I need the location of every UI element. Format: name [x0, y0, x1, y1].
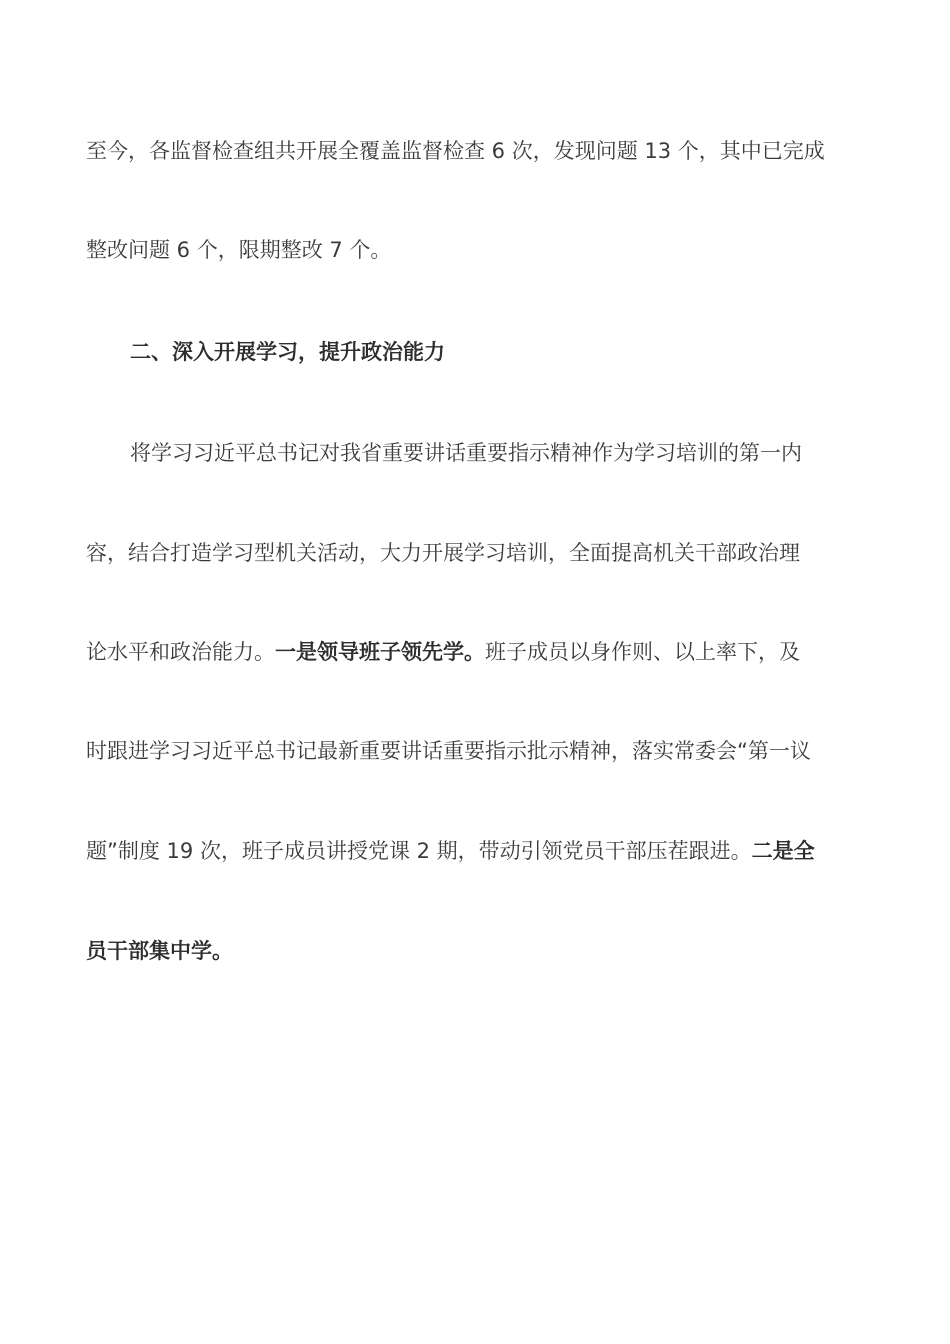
paragraph-2-line-5: [86, 836, 815, 866]
paragraph-2-line-2: 容，结合打造学习型机关活动，大力开展学习培训，全面提高机关干部政治理: [86, 541, 800, 565]
paragraph-2-line-3: [86, 637, 800, 667]
paragraph-2-line-5-text: 题”制度 19 次，班子成员讲授党课 2 期，带动引领党员干部压茬跟进。: [86, 839, 752, 863]
paragraph-2-line-3-bold: 一是领导班子领先学。: [275, 640, 485, 664]
paragraph-2-line-5-bold: 二是全: [751, 839, 815, 863]
paragraph-2-line-6: 员干部集中学。: [86, 939, 233, 963]
paragraph-2-line-1: 将学习习近平总书记对我省重要讲话重要指示精神作为学习培训的第一内: [130, 441, 802, 465]
paragraph-2-line-3-text-a: 论水平和政治能力。: [86, 640, 275, 664]
paragraph-1-line-1: 至今，各监督检查组共开展全覆盖监督检查 6 次，发现问题 13 个，其中已完成: [86, 139, 825, 163]
paragraph-2-line-4: 时跟进学习习近平总书记最新重要讲话重要指示批示精神，落实常委会“第一议: [86, 739, 811, 763]
paragraph-1-line-2: 整改问题 6 个，限期整改 7 个。: [86, 238, 392, 262]
section-heading: 二、深入开展学习，提升政治能力: [130, 340, 445, 364]
paragraph-2-line-3-text-b: 班子成员以身作则、以上率下，及: [485, 640, 800, 664]
